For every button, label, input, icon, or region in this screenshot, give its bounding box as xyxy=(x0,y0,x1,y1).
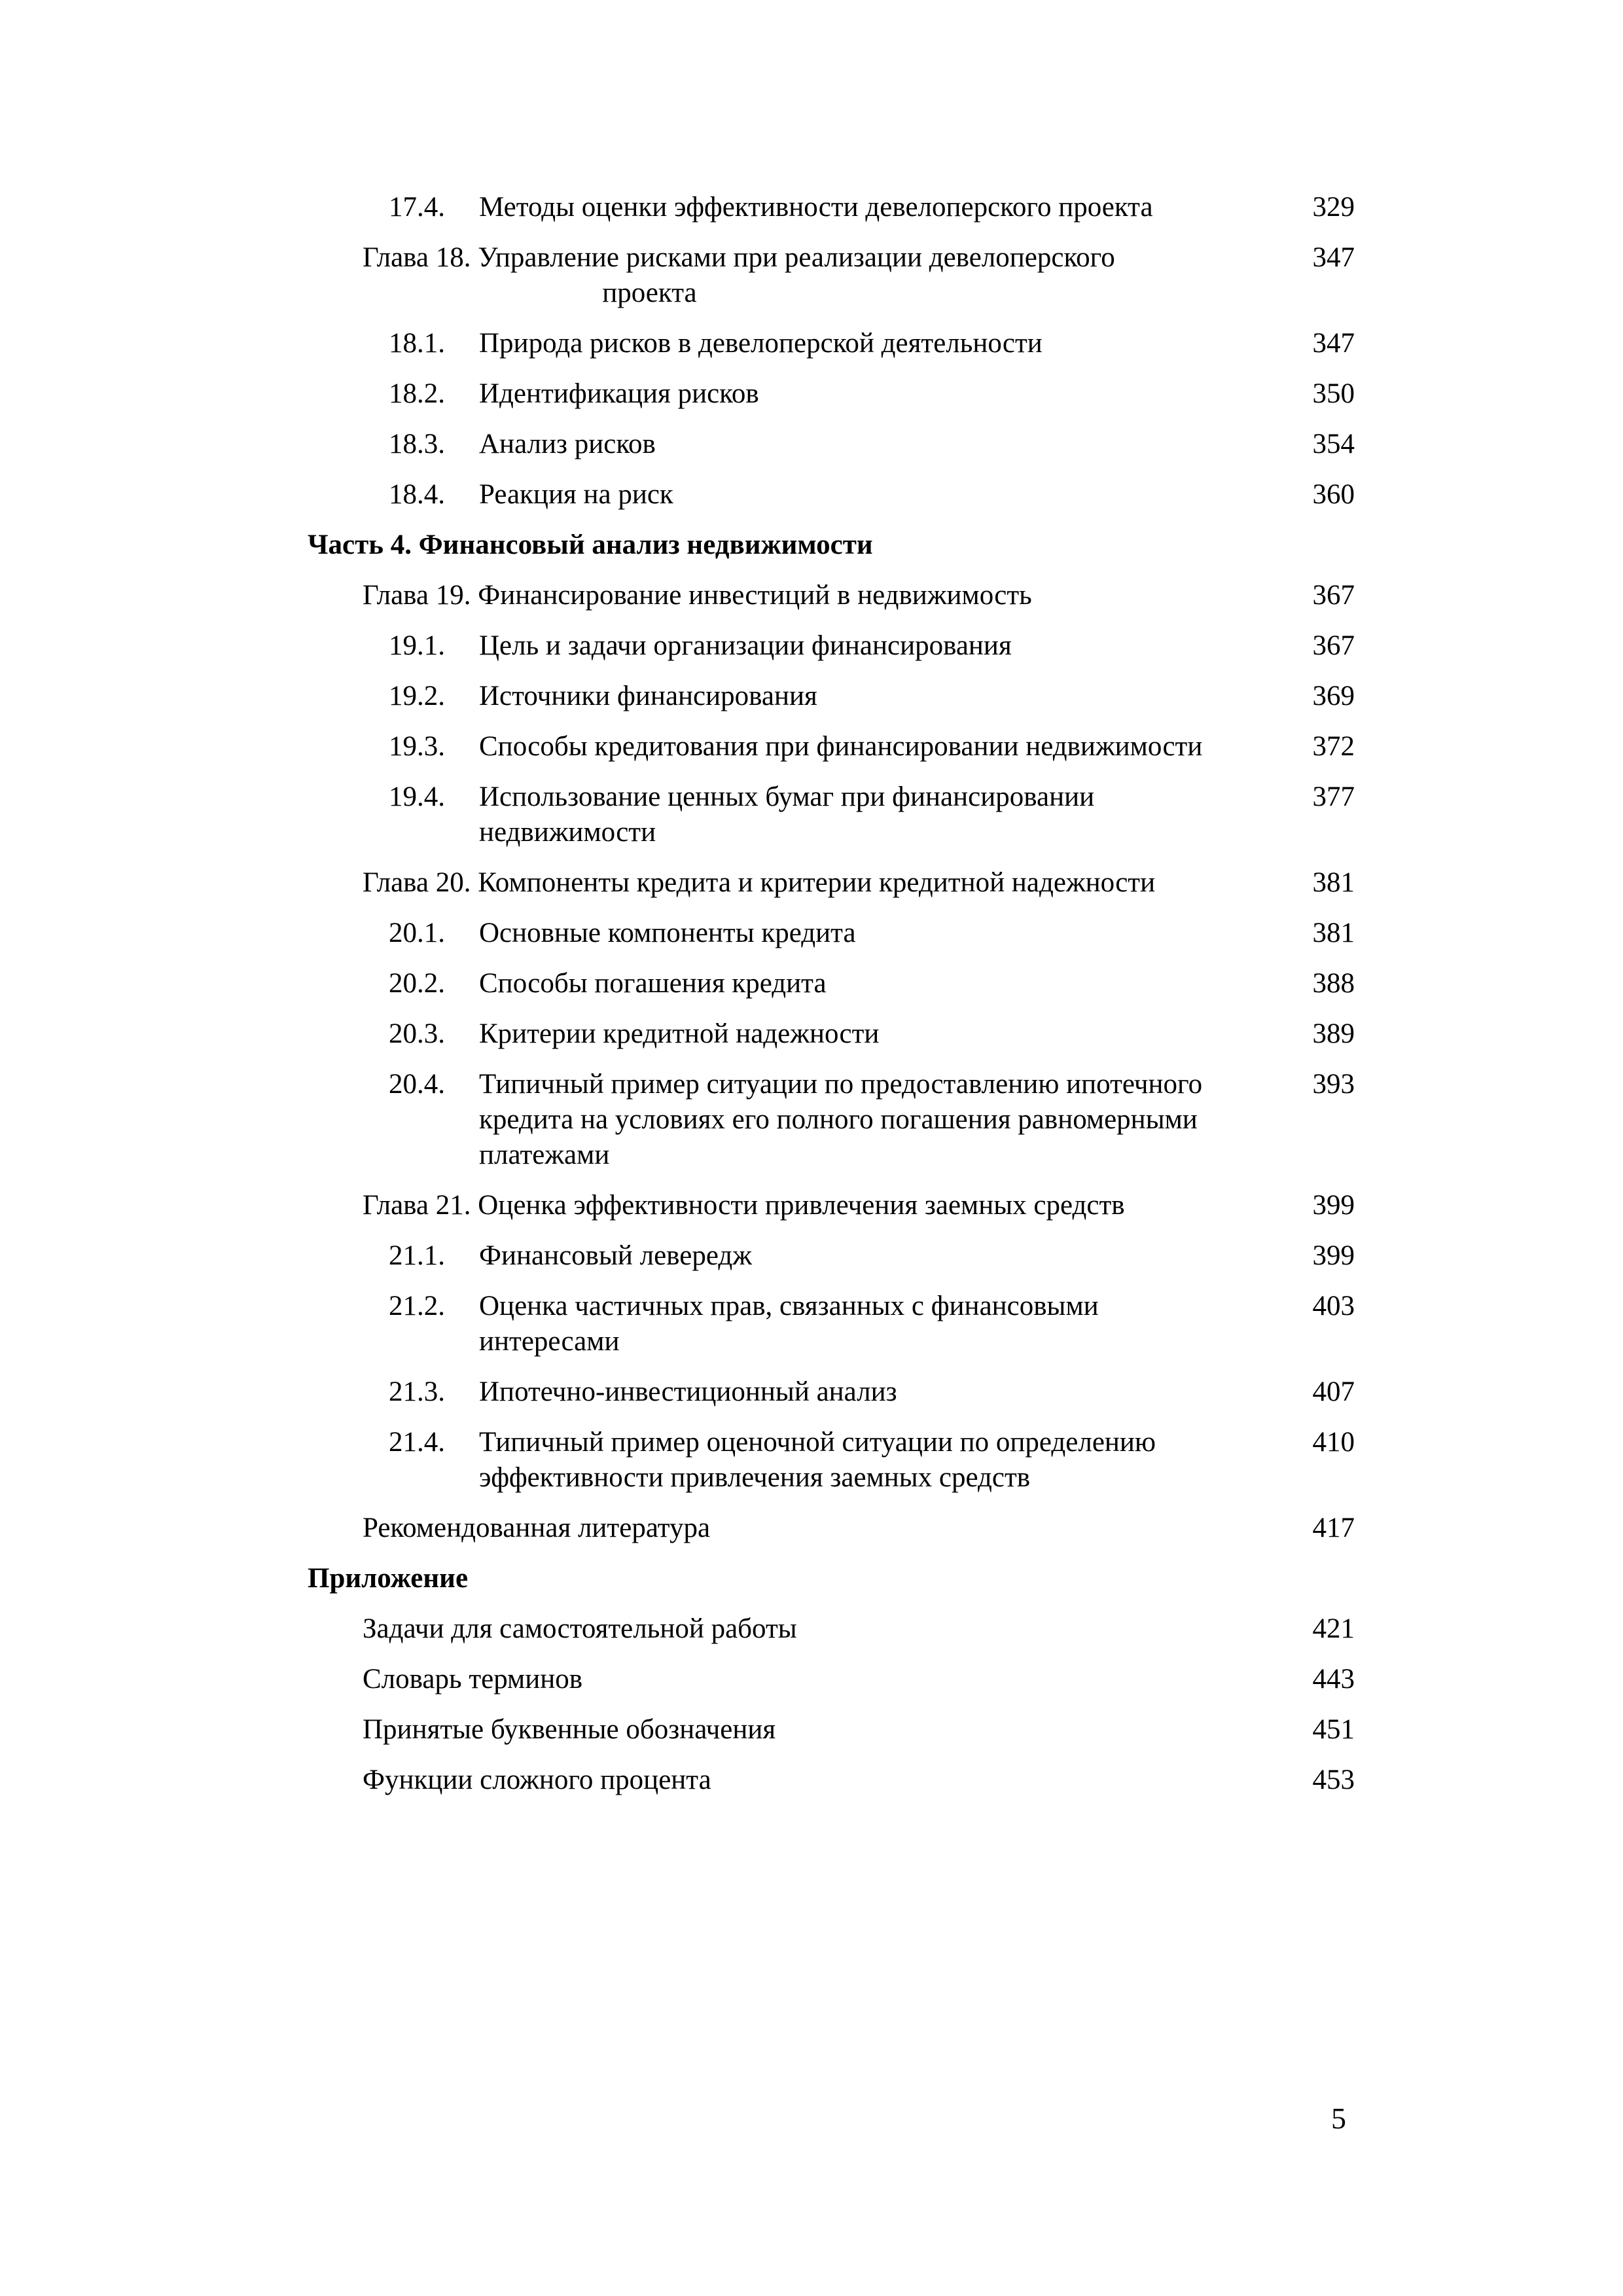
section-title: Способы кредитования при финансировании недвижимости xyxy=(479,731,1203,762)
section-number: 21.4. xyxy=(389,1427,445,1458)
section-number: 20.4. xyxy=(389,1069,445,1100)
part-title: Приложение xyxy=(308,1563,469,1594)
page-ref: 367 xyxy=(1312,630,1355,661)
toc-section-entry xyxy=(308,780,1368,850)
page-ref: 347 xyxy=(1312,242,1355,273)
toc-misc-entry xyxy=(308,1763,1368,1798)
toc-section-entry xyxy=(308,1067,1368,1173)
table-of-contents xyxy=(308,190,1368,1813)
section-title: Природа рисков в девелоперской деятельности xyxy=(479,328,1043,359)
toc-section-entry xyxy=(308,916,1368,951)
section-number: 20.1. xyxy=(389,918,445,948)
section-number: 19.2. xyxy=(389,681,445,711)
section-title: Реакция на риск xyxy=(479,479,673,510)
page-ref: 381 xyxy=(1312,867,1355,898)
section-title: Методы оценки эффективности девелоперского проекта xyxy=(479,192,1153,223)
section-number: 17.4. xyxy=(389,192,445,223)
toc-chapter-entry xyxy=(308,865,1368,901)
toc-section-entry xyxy=(308,729,1368,764)
section-title: Цель и задачи организации финансирования xyxy=(479,630,1012,661)
page-ref: 407 xyxy=(1312,1376,1355,1407)
page-ref: 360 xyxy=(1312,479,1355,510)
section-number: 20.3. xyxy=(389,1018,445,1049)
section-title: Ипотечно-инвестиционный анализ xyxy=(479,1376,897,1407)
section-number: 19.4. xyxy=(389,781,445,812)
page-ref: 372 xyxy=(1312,731,1355,762)
page-ref: 393 xyxy=(1312,1069,1355,1100)
toc-section-entry xyxy=(308,190,1368,225)
page-ref: 399 xyxy=(1312,1190,1355,1221)
toc-misc-entry xyxy=(308,1611,1368,1647)
section-title: Финансовый левередж xyxy=(479,1240,752,1271)
toc-chapter-entry xyxy=(308,578,1368,613)
toc-section-entry xyxy=(308,326,1368,361)
page-ref: 329 xyxy=(1312,192,1355,223)
section-title: Типичный пример ситуации по предоставлению ипотечного кредита на условиях его полного погашения равномерными платежами xyxy=(479,1069,1203,1170)
chapter-title-line: Оценка эффективности привлечения заемных средств xyxy=(478,1190,1125,1221)
chapter-title xyxy=(478,578,1191,613)
entry-title: Рекомендованная литература xyxy=(363,1513,711,1543)
toc-misc-entry xyxy=(308,1511,1368,1546)
page-ref: 369 xyxy=(1312,681,1355,711)
chapter-label: Глава 21. xyxy=(363,1190,471,1221)
page-ref: 367 xyxy=(1312,580,1355,611)
section-title: Анализ рисков xyxy=(479,429,656,459)
section-title: Источники финансирования xyxy=(479,681,817,711)
section-number: 19.1. xyxy=(389,630,445,661)
page-ref: 354 xyxy=(1312,429,1355,459)
chapter-label: Глава 18. xyxy=(363,242,471,273)
chapter-label: Глава 20. xyxy=(363,867,471,898)
page-ref: 443 xyxy=(1312,1664,1355,1695)
toc-section-entry xyxy=(308,1374,1368,1410)
toc-section-entry xyxy=(308,1016,1368,1052)
toc-section-entry xyxy=(308,679,1368,714)
toc-section-entry xyxy=(308,1238,1368,1274)
chapter-title-line: Управление рисками при реализации девелоперского xyxy=(478,242,1115,273)
section-title: Оценка частичных прав, связанных с финансовыми интересами xyxy=(479,1291,1099,1357)
toc-chapter-entry xyxy=(308,240,1368,311)
page-ref: 451 xyxy=(1312,1714,1355,1745)
toc-section-entry xyxy=(308,477,1368,512)
page-ref: 399 xyxy=(1312,1240,1355,1271)
page-ref: 453 xyxy=(1312,1765,1355,1795)
section-number: 20.2. xyxy=(389,968,445,999)
section-number: 18.3. xyxy=(389,429,445,459)
section-number: 21.2. xyxy=(389,1291,445,1321)
section-number: 18.2. xyxy=(389,378,445,409)
section-title: Идентификация рисков xyxy=(479,378,759,409)
toc-section-entry xyxy=(308,966,1368,1001)
section-number: 21.3. xyxy=(389,1376,445,1407)
page-number: 5 xyxy=(1331,2102,1346,2135)
chapter-title xyxy=(478,240,1191,311)
section-title: Типичный пример оценочной ситуации по определению эффективности привлечения заемных средств xyxy=(479,1427,1156,1493)
page-ref: 389 xyxy=(1312,1018,1355,1049)
page-ref: 381 xyxy=(1312,918,1355,948)
page-ref: 410 xyxy=(1312,1427,1355,1458)
toc-part-heading xyxy=(308,528,1368,563)
toc-misc-entry xyxy=(308,1712,1368,1748)
chapter-label: Глава 19. xyxy=(363,580,471,611)
toc-section-entry xyxy=(308,376,1368,412)
page-ref: 421 xyxy=(1312,1613,1355,1644)
section-number: 21.1. xyxy=(389,1240,445,1271)
page-ref: 347 xyxy=(1312,328,1355,359)
entry-title: Словарь терминов xyxy=(363,1664,583,1695)
toc-section-entry xyxy=(308,427,1368,462)
entry-title: Функции сложного процента xyxy=(363,1765,711,1795)
toc-section-entry xyxy=(308,1289,1368,1359)
part-title: Часть 4. Финансовый анализ недвижимости xyxy=(308,529,873,560)
toc-part-heading xyxy=(308,1561,1368,1596)
chapter-title-line: Компоненты кредита и критерии кредитной надежности xyxy=(478,867,1156,898)
toc-section-entry xyxy=(308,628,1368,664)
toc-section-entry xyxy=(308,1425,1368,1496)
page-ref: 377 xyxy=(1312,781,1355,812)
chapter-title-continuation: проекта xyxy=(602,278,697,308)
chapter-title xyxy=(478,865,1191,901)
chapter-title xyxy=(478,1188,1191,1223)
toc-chapter-entry xyxy=(308,1188,1368,1223)
section-number: 18.4. xyxy=(389,479,445,510)
section-title: Основные компоненты кредита xyxy=(479,918,856,948)
toc-misc-entry xyxy=(308,1662,1368,1697)
entry-title: Принятые буквенные обозначения xyxy=(363,1714,776,1745)
section-title: Способы погашения кредита xyxy=(479,968,827,999)
chapter-title-line: Финансирование инвестиций в недвижимость xyxy=(478,580,1032,611)
page-ref: 417 xyxy=(1312,1513,1355,1543)
entry-title: Задачи для самостоятельной работы xyxy=(363,1613,797,1644)
section-title: Критерии кредитной надежности xyxy=(479,1018,880,1049)
page-ref: 403 xyxy=(1312,1291,1355,1321)
section-title: Использование ценных бумаг при финансировании недвижимости xyxy=(479,781,1095,848)
section-number: 18.1. xyxy=(389,328,445,359)
page-ref: 350 xyxy=(1312,378,1355,409)
page-ref: 388 xyxy=(1312,968,1355,999)
section-number: 19.3. xyxy=(389,731,445,762)
